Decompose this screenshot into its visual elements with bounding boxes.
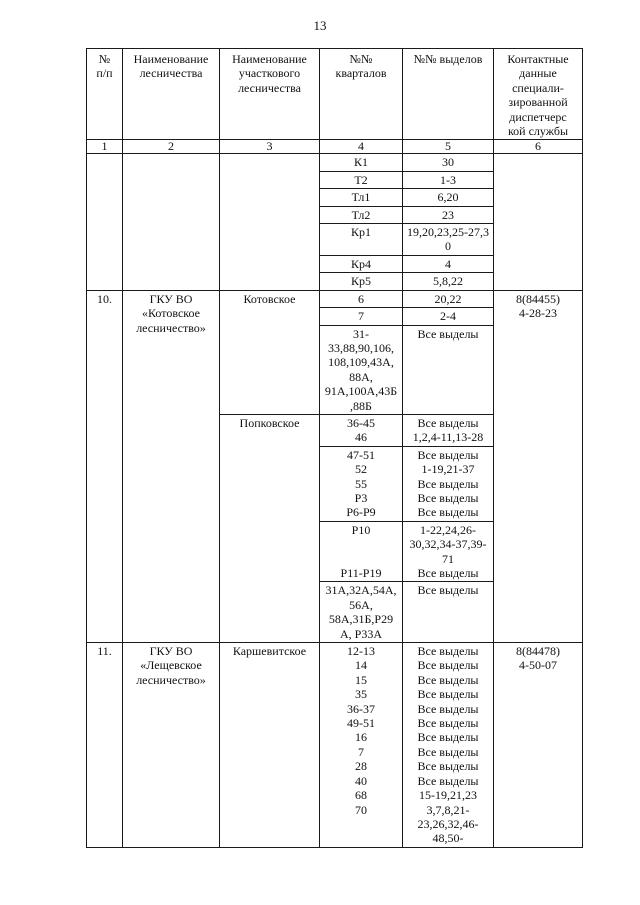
- cell-line: 28: [355, 759, 367, 774]
- cell-line: 108,109,43А,: [328, 355, 394, 370]
- cell-line: 8(84455): [516, 291, 560, 306]
- cell-line: №№: [349, 52, 373, 66]
- cell-line: 47-51: [347, 447, 375, 462]
- cell-line: 91А,100А,43Б: [324, 384, 398, 399]
- cell-line: ,88Б: [350, 398, 372, 413]
- header-cell-plots: [403, 49, 494, 140]
- table-row: [87, 154, 583, 171]
- cell-line: 33,88,90,106,: [328, 340, 394, 355]
- quarter-cell: [320, 325, 403, 414]
- quarter-cell: [320, 414, 403, 446]
- forestry-name: [123, 643, 220, 848]
- contact-cell: [494, 290, 583, 642]
- empty-cell: [494, 154, 583, 290]
- cell-line: Все выделы: [417, 490, 479, 505]
- plot-cell: Все выделы: [403, 325, 494, 414]
- cell-line: 55: [355, 476, 367, 491]
- cell-line: 12-13: [347, 644, 375, 659]
- cell-line: Р10: [351, 522, 371, 537]
- cell-line: лесничества: [238, 80, 301, 95]
- cell-line: Наименование: [133, 52, 209, 66]
- plot-cell: 5,8,22: [403, 273, 494, 290]
- district-name: Котовское: [220, 290, 320, 414]
- cell-line: Все выделы: [417, 566, 479, 580]
- cell-line: А, Р33А: [339, 626, 382, 641]
- cell-line: 56А,: [349, 597, 373, 612]
- cell-line: п/п: [96, 66, 113, 81]
- quarter-cell: К1: [320, 154, 403, 171]
- cell-line: данные: [519, 66, 557, 81]
- column-number: 3: [220, 140, 320, 154]
- cell-line: Все выделы: [417, 701, 479, 716]
- cell-line: 88А,: [349, 369, 373, 384]
- cell-line: Все выделы: [417, 505, 479, 520]
- cell-line: 1-22,24,26-: [420, 522, 476, 537]
- cell-line: 40: [355, 773, 367, 788]
- quarter-cell: Тл1: [320, 189, 403, 206]
- cell-line: зированной: [508, 95, 568, 110]
- cell-line: ГКУ ВО: [149, 291, 193, 306]
- cell-line: Все выделы: [417, 716, 479, 731]
- quarter-cell: Кр1: [320, 224, 403, 256]
- cell-line: 46: [355, 430, 367, 445]
- cell-line: «Котовское: [142, 306, 200, 321]
- cell-line: 23,26,32,46-: [417, 816, 479, 831]
- cell-line: 1-19,21-37: [421, 462, 475, 477]
- forest-dispatch-table: [86, 48, 583, 848]
- cell-line: 58А,31Б,Р29: [328, 612, 394, 627]
- header-cell-forestry: [123, 49, 220, 140]
- empty-cell: [123, 154, 220, 290]
- cell-line: [323, 537, 399, 551]
- column-number: 2: [123, 140, 220, 154]
- cell-line: кой службы: [507, 124, 569, 139]
- cell-line: Все выделы: [417, 476, 479, 491]
- quarter-cell: [320, 582, 403, 643]
- cell-line: «Лещевское: [140, 658, 202, 673]
- empty-cell: [220, 154, 320, 290]
- quarter-cell: Кр4: [320, 255, 403, 272]
- cell-line: 16: [355, 730, 367, 745]
- cell-line: 14: [355, 658, 367, 673]
- plot-cell: [403, 414, 494, 446]
- cell-line: Р6-Р9: [346, 505, 376, 520]
- cell-line: 48,50-: [432, 831, 464, 846]
- cell-line: 31А,32А,54А,: [325, 583, 397, 598]
- table-row: [87, 290, 583, 307]
- column-number: 5: [403, 140, 494, 154]
- plot-cell: [403, 446, 494, 521]
- quarter-cell: Кр5: [320, 273, 403, 290]
- cell-line: 3,7,8,21-: [426, 802, 470, 817]
- table-body: [87, 49, 583, 848]
- column-number-row: [87, 140, 583, 154]
- cell-line: Контактные: [507, 52, 569, 66]
- cell-line: Все выделы: [417, 583, 479, 598]
- plot-cell: 20,22: [403, 290, 494, 307]
- cell-line: Р3: [354, 490, 368, 505]
- cell-line: №№ выделов: [413, 52, 483, 66]
- cell-line: диспетчерс: [509, 109, 567, 124]
- cell-line: Все выделы: [417, 447, 479, 462]
- district-name: Каршевитское: [220, 643, 320, 848]
- cell-line: №: [98, 52, 111, 66]
- plot-cell: [403, 521, 494, 582]
- quarter-cell: Тл2: [320, 206, 403, 223]
- cell-line: Наименование: [232, 52, 307, 66]
- entry-number: 10.: [87, 290, 123, 642]
- plot-cell: 1-3: [403, 171, 494, 188]
- header-cell-no: [87, 49, 123, 140]
- empty-cell: [87, 154, 123, 290]
- cell-line: 36-37: [347, 701, 375, 716]
- quarter-cell: [320, 446, 403, 521]
- cell-line: участкового: [238, 66, 301, 81]
- cell-line: 8(84478): [516, 644, 560, 659]
- cell-line: 68: [355, 788, 367, 803]
- cell-line: лесничества: [139, 66, 203, 81]
- cell-line: Все выделы: [417, 759, 479, 774]
- cell-line: 70: [355, 802, 367, 817]
- cell-line: 4-50-07: [519, 658, 557, 673]
- forestry-name: [123, 290, 220, 642]
- plot-cell: [403, 643, 494, 848]
- cell-line: 4-28-23: [519, 306, 557, 321]
- cell-line: Все выделы: [417, 658, 479, 673]
- column-number: 4: [320, 140, 403, 154]
- header-row: [87, 49, 583, 140]
- page-number: 13: [313, 18, 327, 33]
- plot-cell: 30: [403, 154, 494, 171]
- cell-line: Все выделы: [417, 672, 479, 687]
- plot-cell: 23: [403, 206, 494, 223]
- quarter-cell: 6: [320, 290, 403, 307]
- contact-cell: [494, 643, 583, 848]
- district-name: Попковское: [220, 414, 320, 642]
- cell-line: 36-45: [347, 415, 375, 430]
- cell-line: 15: [355, 672, 367, 687]
- cell-line: 1,2,4-11,13-28: [412, 430, 484, 445]
- cell-line: 52: [355, 462, 367, 477]
- cell-line: специали-: [512, 80, 564, 95]
- plot-cell: 2-4: [403, 308, 494, 325]
- plot-text: 19,20,23,25-27,30: [407, 225, 489, 254]
- header-cell-quarters: [320, 49, 403, 140]
- header-cell-contacts: [494, 49, 583, 140]
- cell-line: Все выделы: [417, 415, 479, 430]
- column-number: 6: [494, 140, 583, 154]
- quarter-cell: [320, 643, 403, 848]
- quarter-cell: 7: [320, 308, 403, 325]
- cell-line: 35: [355, 687, 367, 702]
- entry-number: 11.: [87, 643, 123, 848]
- cell-line: 30,32,34-37,39-: [409, 537, 487, 552]
- cell-line: Р11-Р19: [340, 566, 382, 580]
- header-cell-district: [220, 49, 320, 140]
- cell-line: Все выделы: [417, 644, 479, 659]
- cell-line: 7: [358, 744, 364, 759]
- cell-line: 71: [442, 551, 454, 566]
- cell-line: Все выделы: [417, 730, 479, 745]
- cell-line: Все выделы: [417, 744, 479, 759]
- cell-line: лесничество»: [136, 320, 206, 335]
- cell-line: Все выделы: [417, 687, 479, 702]
- cell-line: [323, 552, 399, 566]
- cell-line: 31-: [353, 326, 369, 341]
- column-number: 1: [87, 140, 123, 154]
- plot-cell: [403, 224, 494, 256]
- cell-line: кварталов: [335, 66, 387, 81]
- quarter-cell: [320, 521, 403, 582]
- cell-line: 49-51: [347, 716, 375, 731]
- cell-line: лесничество»: [136, 672, 206, 687]
- cell-line: Все выделы: [417, 773, 479, 788]
- cell-line: 15-19,21,23: [419, 788, 477, 803]
- plot-cell: 4: [403, 255, 494, 272]
- cell-line: ГКУ ВО: [149, 644, 193, 659]
- plot-cell: [403, 582, 494, 643]
- table-row: [87, 643, 583, 848]
- quarter-cell: Т2: [320, 171, 403, 188]
- plot-cell: 6,20: [403, 189, 494, 206]
